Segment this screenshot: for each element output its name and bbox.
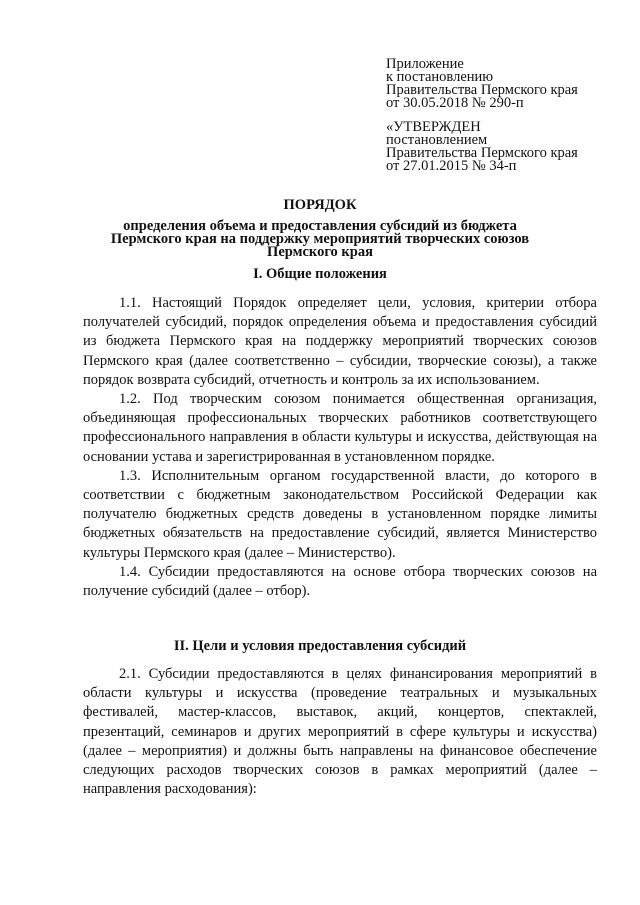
paragraph: 1.1. Настоящий Порядок определяет цели, условия, критерии отбора получателей субсидий, порядок определения объема и предоставления субсидий из бюджета Пермского края на поддержку мероприятий творческих союзов Пермского края (далее соответственно – субсидии, творческие союзы), а также порядок возврата субсидий, отчетность и контроль за их использованием. bbox=[83, 295, 597, 388]
annex-line: от 30.05.2018 № 290-п bbox=[386, 95, 524, 111]
approved-line: постановлением bbox=[386, 132, 488, 148]
document-title: ПОРЯДОК bbox=[283, 197, 357, 213]
section-heading-goals: II. Цели и условия предоставления субсидий bbox=[173, 638, 467, 654]
subtitle-line: определения объема и предоставления субсидий из бюджета bbox=[123, 218, 517, 234]
annex-line: к постановлению bbox=[386, 69, 494, 85]
annex-line: Правительства Пермского края bbox=[386, 82, 578, 98]
paragraph: 1.4. Субсидии предоставляются на основе отбора творческих союзов на получение субсидий (далее – отбор). bbox=[83, 563, 597, 600]
section-heading-general: I. Общие положения bbox=[253, 266, 387, 282]
section-body-goals bbox=[83, 665, 597, 799]
paragraph: 1.2. Под творческим союзом понимается общественная организация, объединяющая профессиональных творческих работников соответствующего профессионального направления в области культуры и искусства, действующая на основании устава и зарегистрированная в установленном порядке. bbox=[83, 391, 597, 465]
subtitle-line: Пермского края bbox=[267, 244, 373, 260]
approved-line: от 27.01.2015 № 34-п bbox=[386, 158, 517, 174]
subtitle-line: Пермского края на поддержку мероприятий творческих союзов bbox=[110, 231, 530, 247]
annex-line: Приложение bbox=[386, 56, 464, 72]
section-body-general bbox=[83, 294, 597, 601]
paragraph: 1.3. Исполнительным органом государственной власти, до которого в соответствии с бюджетным законодательством Российской Федерации как получателю бюджетных средств доведены в установленном порядке лимиты бюджетных обязательств на предоставление субсидий, является Министерство культуры Пермского края (далее – Министерство). bbox=[83, 467, 597, 561]
approved-line: Правительства Пермского края bbox=[386, 145, 578, 161]
approved-line: «УТВЕРЖДЕН bbox=[386, 119, 481, 135]
annex-block bbox=[386, 58, 626, 110]
approved-block bbox=[386, 121, 626, 173]
paragraph: 2.1. Субсидии предоставляются в целях финансирования мероприятий в области культуры и искусства (проведение театральных и музыкальных фестивалей, мастер-классов, выставок, акций, концертов, спектаклей, презентаций, семинаров и других мероприятий в сфере культуры и искусства) (далее – мероприятия) и должны быть направлены на финансовое обеспечение следующих расходов творческих союзов в рамках мероприятий (далее – направления расходования): bbox=[83, 666, 597, 798]
document-subtitle bbox=[90, 220, 550, 259]
